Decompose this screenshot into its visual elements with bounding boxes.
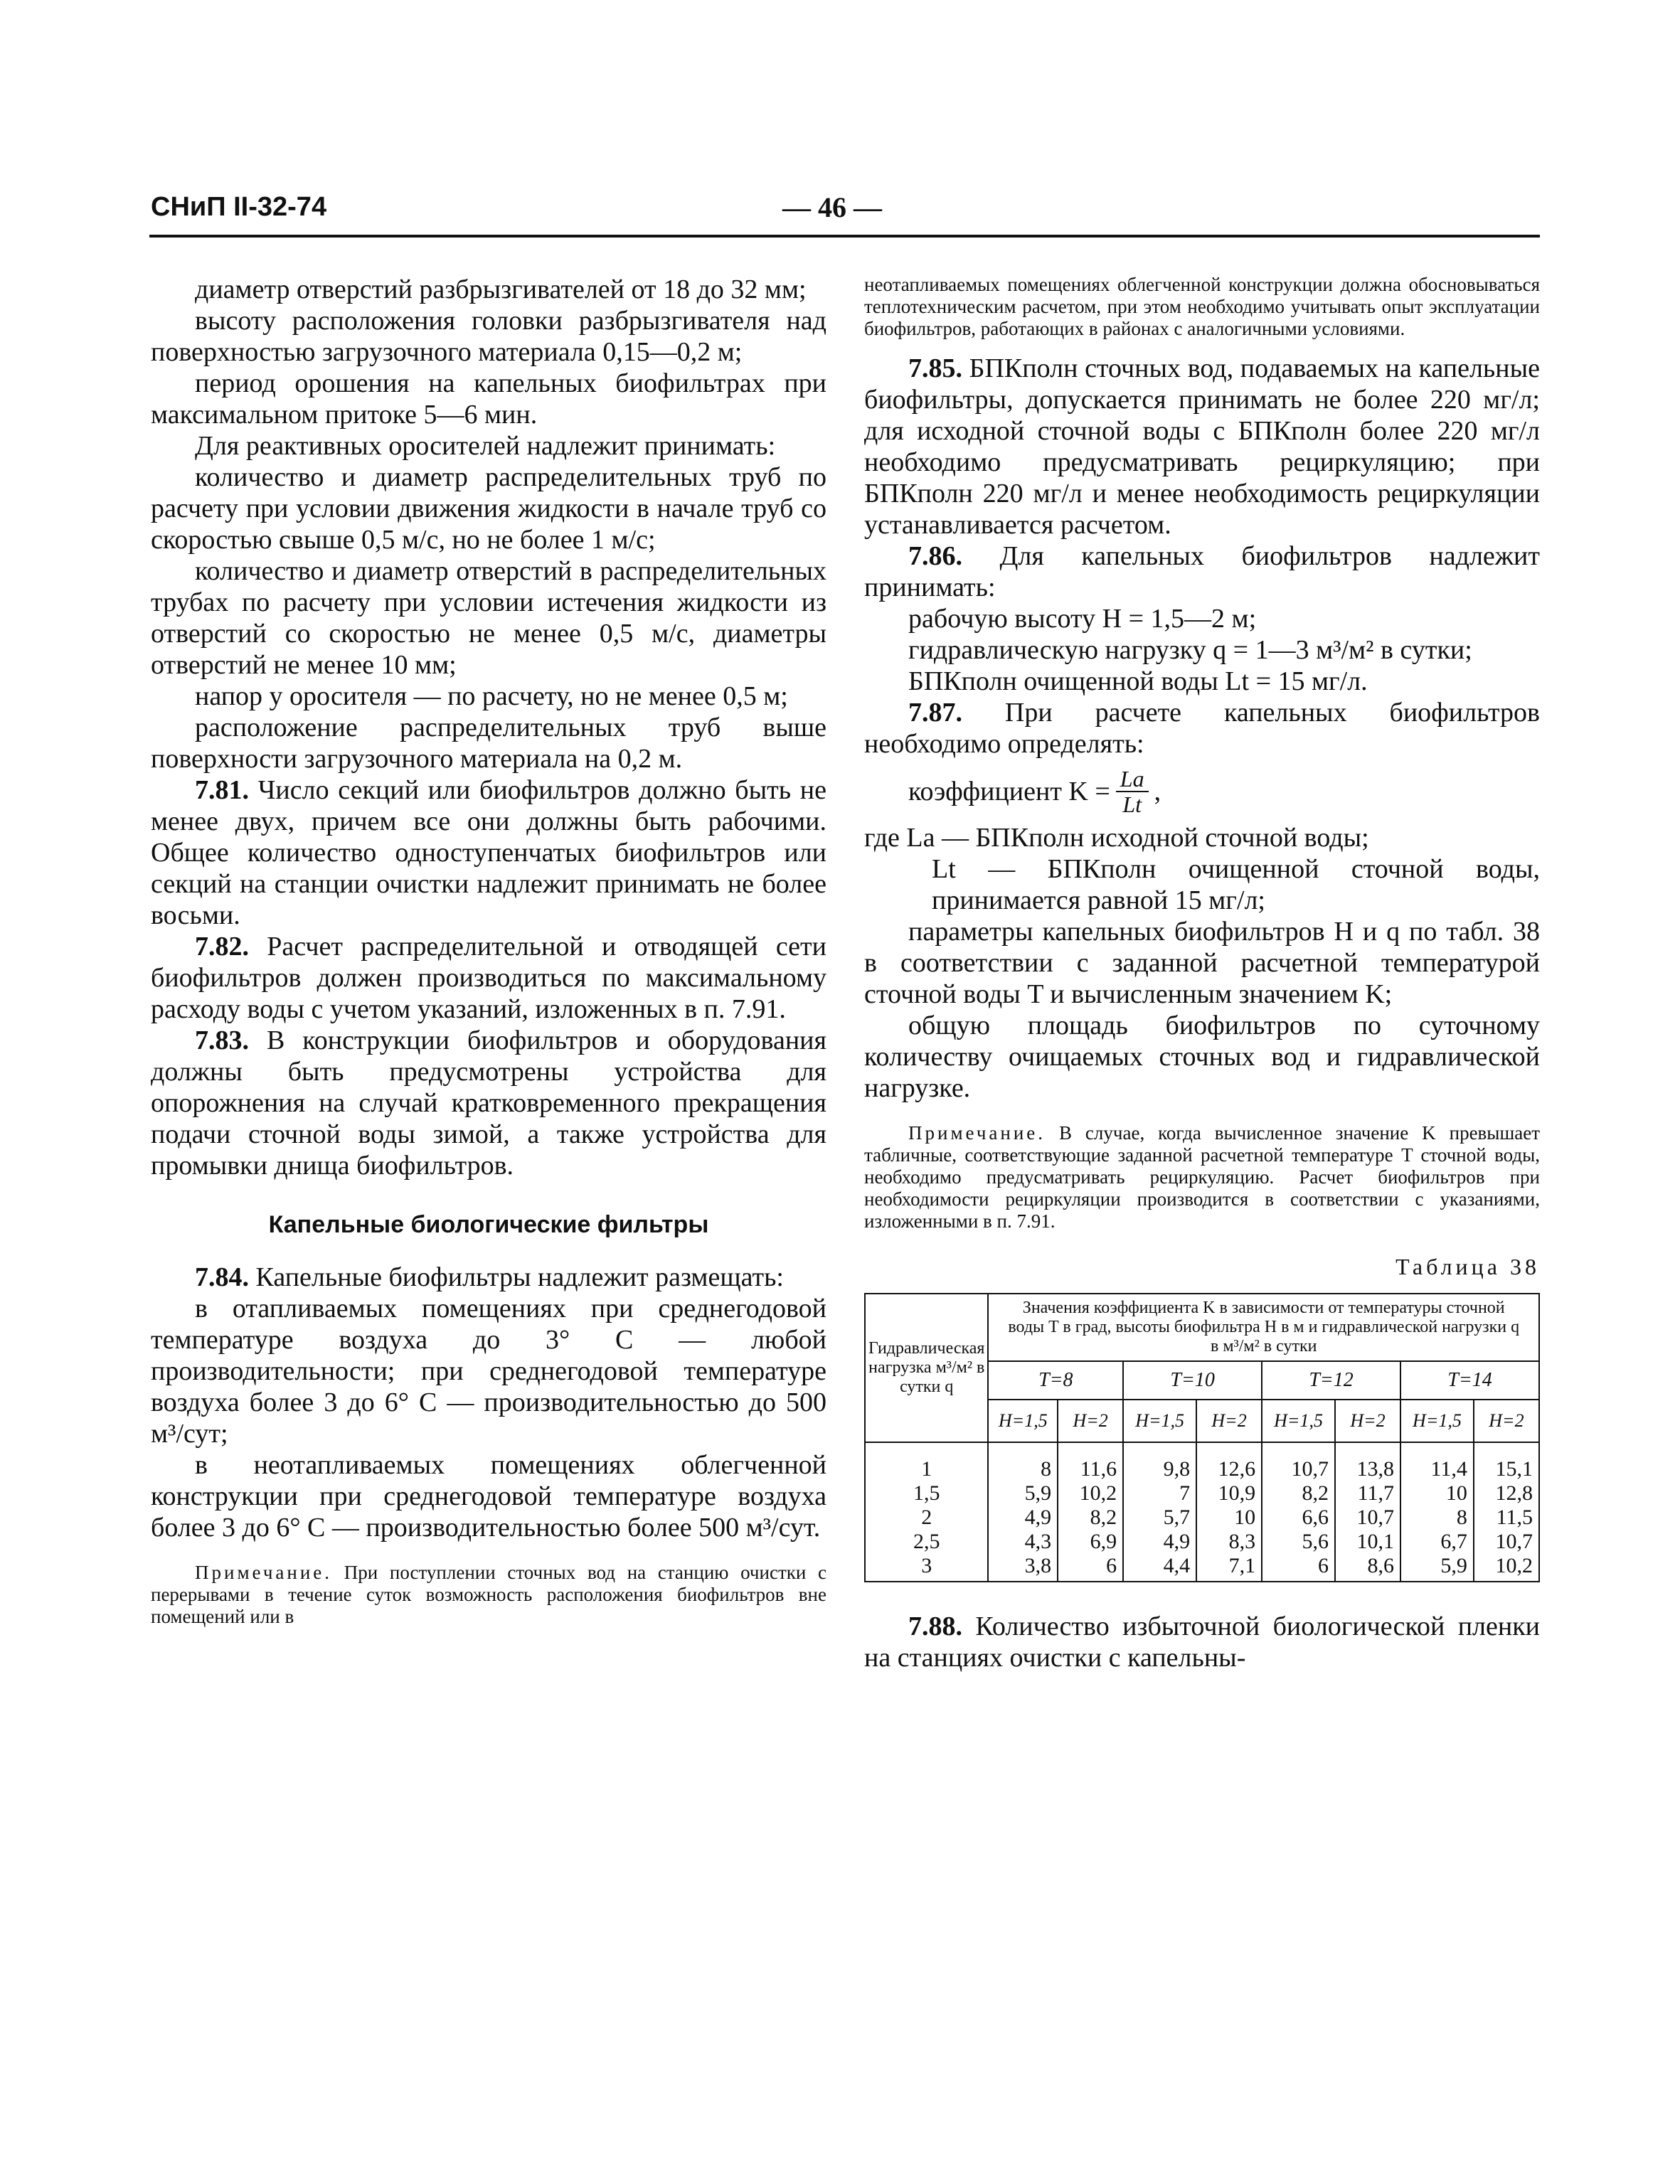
header-rule bbox=[149, 235, 1540, 238]
table-column bbox=[865, 1442, 988, 1582]
paragraph: рабочую высоту H = 1,5—2 м; bbox=[908, 604, 1257, 634]
clause-7-83 bbox=[151, 1025, 826, 1181]
table-cell: 10,1 bbox=[1356, 1530, 1395, 1553]
table-cell: 10,7 bbox=[1291, 1457, 1329, 1481]
table-cell: 6,9 bbox=[1090, 1530, 1117, 1553]
right-column bbox=[864, 274, 1540, 1673]
paragraph: гидравлическую нагрузку q = 1—3 м³/м² в сутки; bbox=[908, 635, 1472, 665]
paragraph: период орошения на капельных биофильтрах при максимальном притоке 5—6 мин. bbox=[151, 368, 826, 430]
clause-number: 7.83. bbox=[195, 1026, 249, 1055]
table-cell: 8 bbox=[1456, 1506, 1467, 1529]
clause-7-87 bbox=[864, 697, 1540, 760]
table-caption: Таблица 38 bbox=[1395, 1254, 1540, 1279]
table-body bbox=[865, 1442, 1539, 1582]
paragraph: количество и диаметр распределительных труб по расчету при условии движения жидкости в начале труб со скоростью свыше 0,5 м/с, но не более 1 м/с; bbox=[151, 462, 826, 555]
table-cell: 11,7 bbox=[1357, 1481, 1395, 1505]
clause-text: Для капельных биофильтров надлежит принимать: bbox=[864, 541, 1540, 602]
formula-end: , bbox=[1154, 777, 1161, 806]
note bbox=[864, 1122, 1540, 1232]
formula-numerator: La bbox=[1116, 767, 1149, 792]
table-cell: 6,7 bbox=[1440, 1530, 1467, 1553]
table-header-group: Значения коэффициента K в зависимости от температуры сточной воды T в град, высоты биофильтра H в м и гидравлической нагрузки q в м³/м² в сутки bbox=[988, 1294, 1539, 1361]
table-header-height: H=1,5 bbox=[988, 1400, 1058, 1442]
clause-number: 7.84. bbox=[195, 1262, 249, 1292]
clause-text: При расчете капельных биофильтров необходимо определять: bbox=[864, 698, 1540, 759]
table-header-temp: T=14 bbox=[1400, 1361, 1539, 1400]
table-cell: 8,3 bbox=[1228, 1530, 1256, 1553]
note bbox=[151, 1562, 826, 1628]
table-header-temp: T=10 bbox=[1123, 1361, 1262, 1400]
table-cell: 11,5 bbox=[1496, 1506, 1533, 1529]
table-header-height: H=2 bbox=[1196, 1400, 1262, 1442]
clause-number: 7.88. bbox=[908, 1612, 962, 1641]
clause-7-84 bbox=[151, 1262, 826, 1293]
table-column bbox=[988, 1442, 1058, 1582]
table-header-load: Гидравлическая нагрузка м³/м² в сутки q bbox=[865, 1294, 988, 1442]
paragraph: Для реактивных оросителей надлежит принимать: bbox=[195, 431, 776, 461]
table-cell: 12,6 bbox=[1218, 1457, 1256, 1481]
table-cell: 13,8 bbox=[1356, 1457, 1395, 1481]
table-cell: 7 bbox=[1179, 1481, 1191, 1505]
clause-number: 7.86. bbox=[908, 541, 962, 571]
table-cell: 4,9 bbox=[1024, 1506, 1052, 1529]
clause-text: В конструкции биофильтров и оборудования должны быть предусмотрены устройства для опорожнения на случай кратковременного прекращения подачи сточной воды зимой, а также устройства для промывки днища биофильтров. bbox=[151, 1026, 826, 1181]
table-header-height: H=1,5 bbox=[1400, 1400, 1474, 1442]
table-cell: 11,4 bbox=[1430, 1457, 1467, 1481]
clause-number: 7.87. bbox=[908, 698, 962, 728]
clause-7-82 bbox=[151, 931, 826, 1025]
table-cell: 8,2 bbox=[1090, 1506, 1117, 1529]
formula-legend: где La — БПКполн исходной сточной воды; bbox=[864, 823, 1369, 853]
table-header-temp: T=8 bbox=[988, 1361, 1123, 1400]
table-cell: 11,6 bbox=[1080, 1457, 1117, 1481]
table-header-height: H=2 bbox=[1474, 1400, 1539, 1442]
table-cell: 5,9 bbox=[1024, 1481, 1052, 1505]
table-header-height: H=1,5 bbox=[1262, 1400, 1335, 1442]
table-cell: 7,1 bbox=[1228, 1554, 1256, 1577]
note-text: При поступлении сточных вод на станцию очистки с перерывами в течение суток возможность расположения биофильтров вне помещений или в bbox=[151, 1562, 826, 1627]
table-cell: 10,2 bbox=[1079, 1481, 1117, 1505]
clause-text: Расчет распределительной и отводящей сети биофильтров должен производиться по максимальному расходу воды с учетом указаний, изложенных в п. 7.91. bbox=[151, 932, 826, 1024]
table-cell: 10,2 bbox=[1495, 1554, 1533, 1577]
document-code: СНиП II-32-74 bbox=[151, 192, 327, 222]
formula-fraction bbox=[1116, 767, 1149, 816]
formula-denominator: Lt bbox=[1122, 792, 1142, 817]
note-label: Примечание. bbox=[908, 1122, 1046, 1144]
coefficient-formula bbox=[908, 767, 1540, 816]
table-cell: 10,9 bbox=[1218, 1481, 1256, 1505]
table-cell: 15,1 bbox=[1495, 1457, 1533, 1481]
paragraph: диаметр отверстий разбрызгивателей от 18 до 32 мм; bbox=[195, 275, 807, 304]
table-cell: 1,5 bbox=[913, 1481, 940, 1505]
table-cell: 4,3 bbox=[1024, 1530, 1052, 1553]
note-continuation: неотапливаемых помещениях облегченной конструкции должна обосновываться теплотехническим расчетом, при этом необходимо учитывать опыт эксплуатации биофильтров, работающих в районах с аналогичными условиями. bbox=[864, 274, 1540, 339]
table-column bbox=[1262, 1442, 1335, 1582]
formula-legend: Lt — БПКполн очищенной сточной воды, принимается равной 15 мг/л; bbox=[932, 854, 1540, 915]
table-header-temp: T=12 bbox=[1262, 1361, 1400, 1400]
note-text: В случае, когда вычисленное значение K превышает табличные, соответствующие заданной расчетной температуре T сточной воды, необходимо предусматривать рециркуляцию. Расчет биофильтров при необходимости рециркуляции производится в соответствии с указаниями, изложенными в п. 7.91. bbox=[864, 1122, 1540, 1232]
clause-number: 7.82. bbox=[195, 932, 249, 962]
table-column bbox=[1335, 1442, 1400, 1582]
clause-7-85 bbox=[864, 353, 1540, 540]
clause-number: 7.81. bbox=[195, 775, 249, 805]
table-cell: 4,4 bbox=[1163, 1554, 1191, 1577]
table-cell: 10,7 bbox=[1495, 1530, 1533, 1553]
table-cell: 6 bbox=[1317, 1554, 1329, 1577]
clause-number: 7.85. bbox=[908, 353, 962, 383]
paragraph: параметры капельных биофильтров H и q по табл. 38 в соответствии с заданной расчетной температурой сточной воды T и вычисленным значением K; bbox=[864, 917, 1540, 1009]
table-header-height: H=2 bbox=[1335, 1400, 1400, 1442]
section-heading: Капельные биологические фильтры bbox=[268, 1211, 709, 1238]
table-header-height: H=1,5 bbox=[1123, 1400, 1196, 1442]
table-cell: 8,6 bbox=[1367, 1554, 1395, 1577]
table-cell: 4,9 bbox=[1163, 1530, 1191, 1553]
table-cell: 8,2 bbox=[1302, 1481, 1329, 1505]
table-cell: 5,6 bbox=[1302, 1530, 1329, 1553]
table-cell: 6 bbox=[1106, 1554, 1117, 1577]
table-cell: 9,8 bbox=[1163, 1457, 1191, 1481]
clause-text: Число секций или биофильтров должно быть не менее двух, причем все они должны быть рабочими. Общее количество одноступенчатых биофильтров или секций на станции очистки надлежит принимать не более восьми. bbox=[151, 775, 826, 930]
note-label: Примечание. bbox=[195, 1562, 333, 1583]
table-cell: 1 bbox=[921, 1457, 932, 1481]
table-cell: 8 bbox=[1041, 1457, 1052, 1481]
table-cell: 2,5 bbox=[913, 1530, 940, 1553]
page-number: — 46 — bbox=[782, 191, 882, 223]
paragraph: общую площадь биофильтров по суточному количеству очищаемых сточных вод и гидравлической нагрузке. bbox=[864, 1011, 1540, 1103]
paragraph: количество и диаметр отверстий в распределительных трубах по расчету при условии истечения жидкости из отверстий со скоростью не менее 0,5 м/с, диаметры отверстий не менее 10 мм; bbox=[151, 556, 826, 680]
clause-text: Количество избыточной биологической пленки на станциях очистки с капельны- bbox=[864, 1612, 1540, 1673]
table-cell: 5,9 bbox=[1440, 1554, 1467, 1577]
paragraph: БПКполн очищенной воды Lt = 15 мг/л. bbox=[908, 666, 1368, 696]
table-38 bbox=[864, 1293, 1540, 1582]
paragraph: высоту расположения головки разбрызгивателя над поверхностью загрузочного материала 0,15—0,2 м; bbox=[151, 306, 826, 367]
clause-7-81 bbox=[151, 774, 826, 931]
paragraph: в отапливаемых помещениях при среднегодовой температуре воздуха до 3° С — любой производительности; при среднегодовой температуре воздуха более 3 до 6° С — производительностью до 500 м³/сут; bbox=[151, 1294, 826, 1449]
clause-7-88 bbox=[864, 1611, 1540, 1673]
paragraph: напор у оросителя — по расчету, но не менее 0,5 м; bbox=[195, 681, 788, 711]
table-cell: 5,7 bbox=[1163, 1506, 1191, 1529]
left-column bbox=[151, 274, 826, 1628]
table-column bbox=[1400, 1442, 1474, 1582]
table-cell: 3 bbox=[921, 1554, 932, 1577]
table-cell: 10 bbox=[1234, 1506, 1256, 1529]
table-cell: 6,6 bbox=[1302, 1506, 1329, 1529]
table-cell: 10,7 bbox=[1356, 1506, 1395, 1529]
paragraph: расположение распределительных труб выше поверхности загрузочного материала на 0,2 м. bbox=[151, 713, 826, 774]
table-header-height: H=2 bbox=[1058, 1400, 1123, 1442]
table-column bbox=[1474, 1442, 1539, 1582]
table-column bbox=[1123, 1442, 1196, 1582]
table-cell: 10 bbox=[1445, 1481, 1467, 1505]
table-cell: 2 bbox=[921, 1506, 932, 1529]
table-column bbox=[1058, 1442, 1123, 1582]
formula-label: коэффициент K = bbox=[908, 777, 1110, 806]
clause-7-86 bbox=[864, 540, 1540, 603]
clause-text: Капельные биофильтры надлежит размещать: bbox=[249, 1262, 784, 1292]
table-cell: 12,8 bbox=[1495, 1481, 1533, 1505]
clause-text: БПКполн сточных вод, подаваемых на капельные биофильтры, допускается принимать не более 220 мг/л; для исходной сточной воды с БПКполн более 220 мг/л необходимо предусматривать рециркуляцию; при БПКполн 220 мг/л и менее необходимость рециркуляции устанавливается расчетом. bbox=[864, 353, 1540, 540]
table-column bbox=[1196, 1442, 1262, 1582]
paragraph: в неотапливаемых помещениях облегченной конструкции при среднегодовой температуре воздуха более 3 до 6° С — производительностью более 500 м³/сут. bbox=[151, 1450, 826, 1543]
table-cell: 3,8 bbox=[1024, 1554, 1052, 1577]
